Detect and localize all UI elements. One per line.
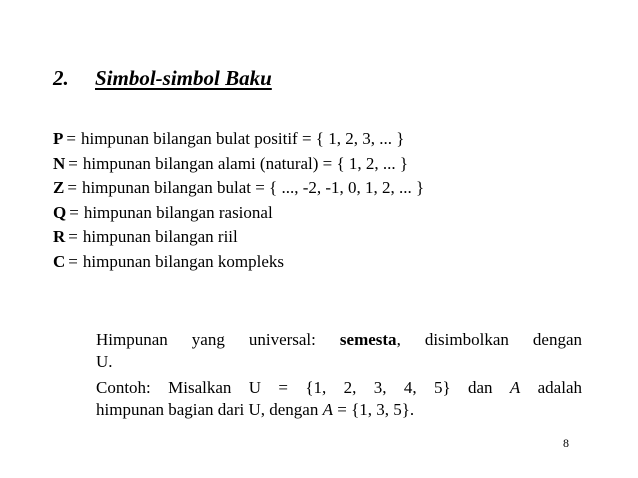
definition-equals: = [68, 251, 78, 271]
definition-row [53, 225, 424, 250]
paragraph-line [96, 329, 582, 351]
definition-equals: = [68, 153, 78, 173]
set-variable-a: A [322, 400, 333, 419]
definition-row [53, 250, 424, 275]
definition-text: himpunan bilangan bulat positif = { 1, 2, 3, ... } [80, 129, 405, 148]
paragraph-text: = {1, 3, 5}. [333, 400, 415, 419]
definition-row [53, 152, 424, 177]
paragraph-text: adalah [520, 378, 582, 397]
definition-symbol: N [53, 153, 66, 173]
definition-text: himpunan bilangan alami (natural) = { 1, 2, ... } [82, 153, 409, 173]
definition-list [53, 127, 424, 274]
paragraph-text: himpunan bagian dari U, dengan [96, 400, 323, 419]
definition-text: himpunan bilangan bulat = { ..., -2, -1, 0, 1, 2, ... } [81, 178, 425, 197]
definition-text: himpunan bilangan riil [82, 227, 238, 246]
paragraph-line [96, 399, 582, 421]
definition-symbol: P [53, 129, 64, 148]
definition-symbol: C [53, 251, 66, 271]
definition-equals: = [67, 178, 77, 197]
page-number: 8 [563, 436, 569, 450]
definition-symbol: Q [53, 202, 67, 222]
paragraph-text: Himpunan yang universal: [96, 330, 340, 349]
section-title: Simbol-simbol Baku [95, 66, 272, 90]
universal-set-paragraph [96, 329, 582, 373]
paragraph-line [96, 377, 582, 399]
example-paragraph [96, 377, 582, 421]
section-number: 2. [53, 66, 69, 90]
definition-equals: = [68, 227, 78, 246]
definition-row [53, 201, 424, 226]
definition-row [53, 176, 424, 201]
definition-equals: = [66, 129, 76, 148]
section-heading [53, 66, 272, 91]
definition-equals: = [69, 202, 79, 222]
definition-row [53, 127, 424, 152]
paragraph-line: U. [96, 352, 113, 371]
definition-text: himpunan bilangan kompleks [82, 251, 285, 271]
set-variable-a: A [509, 378, 521, 397]
definition-text: himpunan bilangan rasional [83, 202, 273, 222]
paragraph-text: , disimbolkan dengan [396, 330, 582, 349]
definition-symbol: R [53, 227, 66, 246]
definition-symbol: Z [53, 178, 65, 197]
term-semesta: semesta [339, 330, 397, 349]
paragraph-text: Contoh: Misalkan U = {1, 2, 3, 4, 5} dan [96, 378, 510, 397]
